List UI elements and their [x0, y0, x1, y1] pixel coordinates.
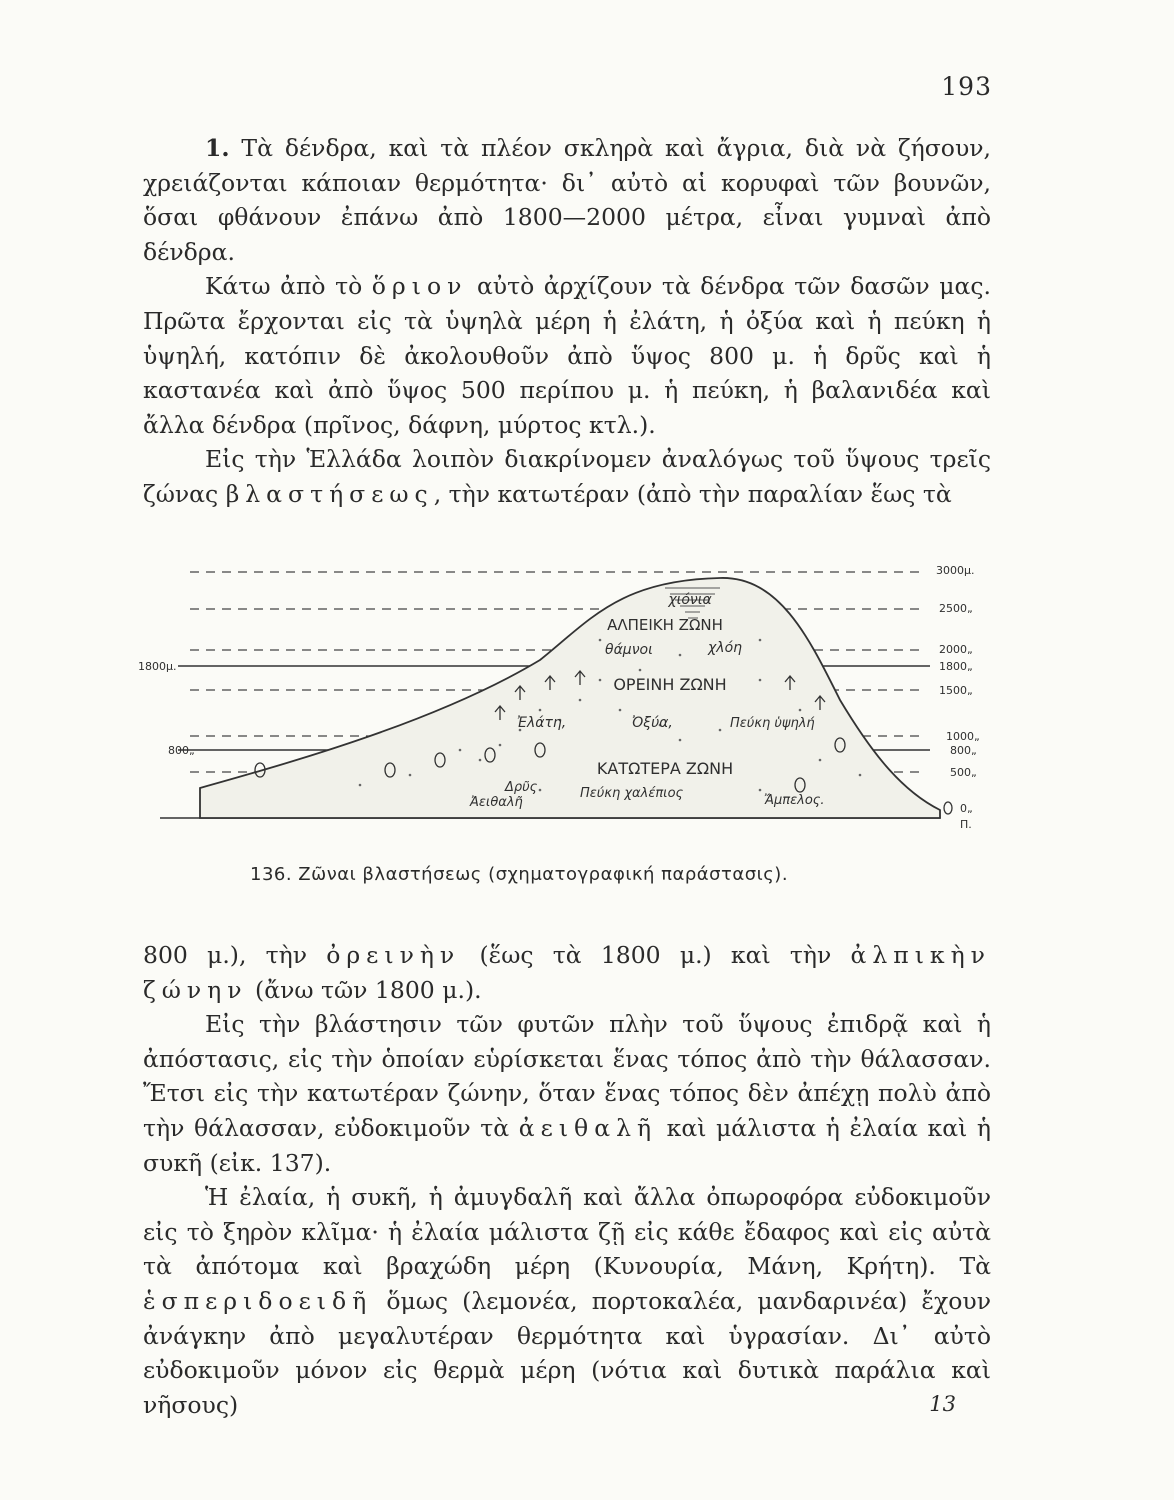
paragraph-6-text-b: ὅμως (λεμονέα, πορτοκαλέα, μανδαρινέα) ἔχουν ἀνάγκην ἀπὸ μεγαλυτέραν θερμότητα καὶ ὑγρασίαν. Δι᾽ αὐτὸ εὐδοκιμοῦν μόνον εἰς θερμὰ μέρη (νότια καὶ δυτικὰ παράλια καὶ νῆσους) [143, 1286, 991, 1419]
alt-label-0: 0„ [960, 802, 973, 815]
alt-label-1800: 1800„ [939, 660, 973, 673]
paragraph-5-text-b: καὶ μάλιστα ἡ ἐλαία καὶ ἡ συκῆ (εἰκ. 137). [143, 1113, 991, 1177]
label-mountain-zone: ΟΡΕΙΝΗ ΖΩΝΗ [613, 675, 727, 694]
spaced-term-esperidoeidi: ἑσπεριδοειδῆ [143, 1286, 373, 1315]
paragraph-4-text-b: (ἕως τὰ 1800 μ.) καὶ τὴν [479, 941, 832, 969]
alt-label-2000: 2000„ [939, 643, 973, 656]
paragraph-4-text-a: 800 μ.), τὴν [143, 941, 308, 969]
alt-label-1500: 1500„ [939, 684, 973, 697]
left-label-1800: 1800μ. [138, 660, 177, 673]
spaced-term-oreinin: ὀρεινὴν [326, 941, 461, 969]
paragraph-6-text-a: Ἡ ἐλαία, ἡ συκῆ, ἡ ἀμυγδαλῆ καὶ ἄλλα ὀπωροφόρα εὐδοκιμοῦν εἰς τὸ ξηρὸν κλῖμα· ἡ ἐλαία μάλιστα ζῇ εἰς κάθε ἔδαφος καὶ εἰς αὐτὰ τὰ ἀπότομα καὶ βραχώδη μέρη (Κυνουρία, Μάνη, Κρήτη). Τὰ [143, 1183, 991, 1281]
label-evergreen: Ἀειθαλῆ [470, 795, 523, 810]
alt-label-500: 500„ [950, 766, 977, 779]
label-high-pine: Πεύκη ὑψηλή [730, 716, 815, 731]
paragraph-2-text-a: Κάτω ἀπὸ τὸ [205, 272, 363, 301]
alt-label-1000: 1000„ [946, 730, 980, 743]
label-alpine-bushes: θάμνοι [605, 642, 653, 658]
paragraph-3 [143, 442, 991, 511]
vegetation-zones-diagram [138, 560, 1000, 840]
paragraph-2 [143, 269, 991, 442]
spaced-term-aeithali: ἀειθαλῆ [518, 1113, 658, 1142]
label-fir: Ἐλάτη, [517, 715, 567, 731]
mountain-shape [200, 578, 940, 818]
alt-label-3000: 3000μ. [936, 564, 975, 577]
paragraph-4 [143, 938, 991, 1007]
paragraph-3-text-b: , τὴν κατωτέραν (ἀπὸ τὴν παραλίαν ἕως τὰ [433, 479, 952, 508]
paragraph-number: 1. [205, 134, 230, 162]
paragraph-3-text-a: Εἰς τὴν Ἑλλάδα λοιπὸν διακρίνομεν ἀναλόγως τοῦ ὕψους τρεῖς ζώνας [143, 445, 991, 508]
label-lower-zone: ΚΑΤΩΤΕΡΑ ΖΩΝΗ [596, 759, 734, 778]
label-alpine-zone: ΑΛΠΕΙΚΗ ΖΩΝΗ [607, 616, 723, 634]
alt-label-800: 800„ [950, 744, 977, 757]
page-number: 193 [941, 72, 992, 101]
vegetation-zones-figure [138, 560, 1000, 840]
label-beech: Ὀξύα, [632, 715, 673, 731]
spaced-term-alpikin: ἀλπικὴν ζώνην [143, 941, 991, 1004]
paragraph-5-text-a: Εἰς τὴν βλάστησιν τῶν φυτῶν πλὴν τοῦ ὕψους ἐπιδρᾷ καὶ ἡ ἀπόστασις, εἰς τὴν ὁποίαν εὑρίσκεται ἕνας τόπος ἀπὸ τὴν θάλασσαν. Ἔτσι εἰς τὴν κατωτέραν ζώνην, ὅταν ἕνας τόπος δὲν ἀπέχῃ πολὺ ἀπὸ τὴν θάλασσαν, εὐδοκιμοῦν τὰ [143, 1010, 991, 1142]
paragraph-5 [143, 1007, 991, 1180]
top-text-block [143, 131, 991, 512]
label-snow: χιόνια [668, 592, 712, 608]
paragraph-1 [143, 131, 991, 269]
left-label-800: 800„ [168, 744, 195, 757]
label-oak: Δρῦς [505, 780, 538, 795]
paragraph-2-text-b: αὐτὸ ἀρχίζουν τὰ δένδρα τῶν δασῶν μας. Πρῶτα ἔρχονται εἰς τὰ ὑψηλὰ μέρη ἡ ἐλάτη, ἡ ὀξύα καὶ ἡ πεύκη ἡ ὑψηλή, κατόπιν δὲ ἀκολουθοῦν ἀπὸ ὕψος 800 μ. ἡ δρῦς καὶ ἡ καστανέα καὶ ἀπὸ ὕψος 500 περίπου μ. ἡ πεύκη, ἡ βαλανιδέα καὶ ἄλλα δένδρα (πρῖνος, δάφνη, μύρτος κτλ.). [143, 272, 991, 439]
alt-label-2500: 2500„ [939, 602, 973, 615]
label-alpine-grass: χλόη [708, 640, 743, 656]
bottom-text-block [143, 938, 991, 1422]
spaced-term-orion: ὅριον [371, 272, 468, 301]
spaced-term-vlastiseos: βλαστήσεως [225, 479, 434, 508]
alt-label-0-sub: Π. [960, 818, 972, 831]
paragraph-6 [143, 1180, 991, 1422]
figure-caption: 136. Ζῶναι βλαστήσεως (σχηματογραφική παράστασις). [250, 864, 789, 885]
printer-signature: 13 [929, 1392, 956, 1416]
paragraph-1-text: Τὰ δένδρα, καὶ τὰ πλέον σκληρὰ καὶ ἄγρια, διὰ νὰ ζήσουν, χρειάζονται κάποιαν θερμότητα· δι᾽ αὐτὸ αἱ κορυφαὶ τῶν βουνῶν, ὅσαι φθάνουν ἐπάνω ἀπὸ 1800—2000 μέτρα, εἶναι γυμναὶ ἀπὸ δένδρα. [143, 134, 991, 266]
paragraph-4-text-c: (ἄνω τῶν 1800 μ.). [255, 975, 482, 1004]
label-vine: Ἄμπελος. [764, 793, 825, 808]
label-aleppo-pine: Πεύκη χαλέπιος [580, 786, 684, 801]
